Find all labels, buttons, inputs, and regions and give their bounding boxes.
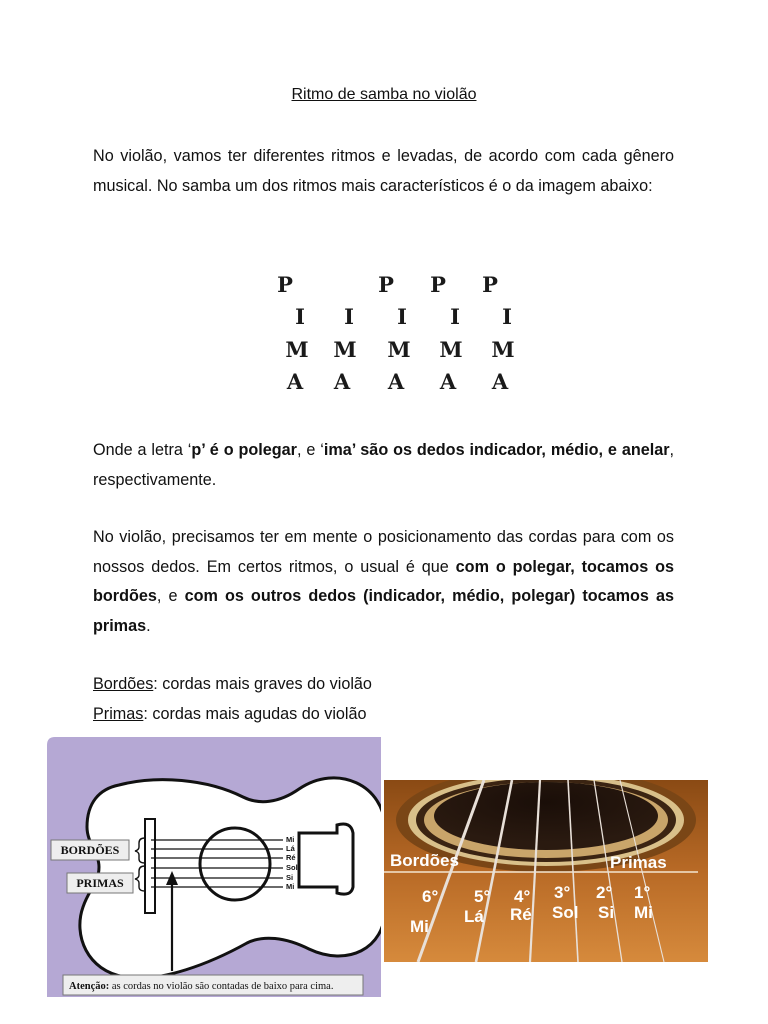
- guitar-strings-photo: [384, 780, 708, 962]
- photo-note-4: Ré: [510, 905, 532, 924]
- rhythm-cell-i-3: I: [397, 304, 407, 329]
- rhythm-cell-m-5: M: [491, 337, 515, 362]
- rhythm-cell-i-5: I: [502, 304, 512, 329]
- diagram-caption: Atenção: as cordas no violão são contadas de baixo para cima.: [69, 981, 334, 992]
- rhythm-cell-a-4: A: [439, 369, 457, 394]
- photo-note-2: Si: [598, 903, 615, 922]
- primas-term: Primas: [93, 704, 144, 723]
- positioning-paragraph: No violão, precisamos ter em mente o posicionamento das cordas para com os nossos dedos. Em certos ritmos, o usual é que com o polegar, tocamos os bordões, e com os outros dedos (indicador, médio, polegar) tocamos as primas.: [93, 528, 674, 635]
- diagram-bordoes-label: BORDÕES: [60, 843, 120, 857]
- photo-bordoes-label: Bordões: [390, 851, 459, 870]
- page-title: Ritmo de samba no violão: [291, 86, 477, 103]
- photo-note-1: Mi: [634, 903, 653, 922]
- bordoes-definition: Bordões: cordas mais graves do violão: [93, 675, 372, 693]
- rhythm-cell-a-5: A: [491, 369, 509, 394]
- photo-primas-label: Primas: [610, 853, 667, 872]
- photo-note-3: Sol: [552, 903, 579, 922]
- rhythm-cell-p-5: P: [482, 272, 498, 297]
- rhythm-cell-m-1: M: [285, 337, 309, 362]
- string-label-2: Lá: [286, 844, 295, 853]
- string-label-6: Mi: [286, 882, 295, 891]
- photo-note-5: Lá: [464, 907, 484, 926]
- intro-paragraph: No violão, vamos ter diferentes ritmos e levadas, de acordo com cada gênero musical. No samba um dos ritmos mais característicos é o da imagem abaixo:: [93, 147, 674, 195]
- primas-definition: Primas: cordas mais agudas do violão: [93, 704, 367, 723]
- rhythm-cell-i-2: I: [344, 304, 354, 329]
- rhythm-cell-a-2: A: [333, 369, 351, 394]
- rhythm-cell-a-1: A: [286, 369, 304, 394]
- bordoes-term: Bordões: [93, 675, 154, 693]
- string-label-4: Sol: [286, 863, 298, 872]
- rhythm-cell-m-3: M: [387, 337, 411, 362]
- photo-number-1: 1°: [634, 883, 651, 902]
- definitions-block: [93, 670, 674, 729]
- photo-note-6: Mi: [410, 917, 429, 936]
- rhythm-cell-i-1: I: [295, 304, 305, 329]
- rhythm-cell-a-3: A: [387, 369, 405, 394]
- guitar-diagram: [47, 737, 381, 997]
- rhythm-cell-p-4: P: [430, 272, 446, 297]
- explanation-paragraph: Onde a letra ‘p’ é o polegar, e ‘ima’ são os dedos indicador, médio, e anelar, respectivamente.: [93, 441, 675, 489]
- rhythm-cell-p-3: P: [378, 272, 394, 297]
- photo-number-5: 5°: [474, 887, 491, 906]
- rhythm-cell-p-1: P: [277, 272, 293, 297]
- photo-number-4: 4°: [514, 887, 531, 906]
- photo-number-2: 2°: [596, 883, 613, 902]
- string-label-3: Ré: [286, 853, 296, 862]
- string-label-1: Mi: [286, 835, 295, 844]
- rhythm-cell-m-4: M: [439, 337, 463, 362]
- rhythm-chart: [0, 0, 768, 420]
- rhythm-cell-i-4: I: [450, 304, 460, 329]
- string-label-5: Si: [286, 873, 294, 882]
- rhythm-cell-m-2: M: [333, 337, 357, 362]
- photo-number-6: 6°: [422, 887, 439, 906]
- diagram-primas-label: PRIMAS: [76, 876, 124, 890]
- photo-number-3: 3°: [554, 883, 571, 902]
